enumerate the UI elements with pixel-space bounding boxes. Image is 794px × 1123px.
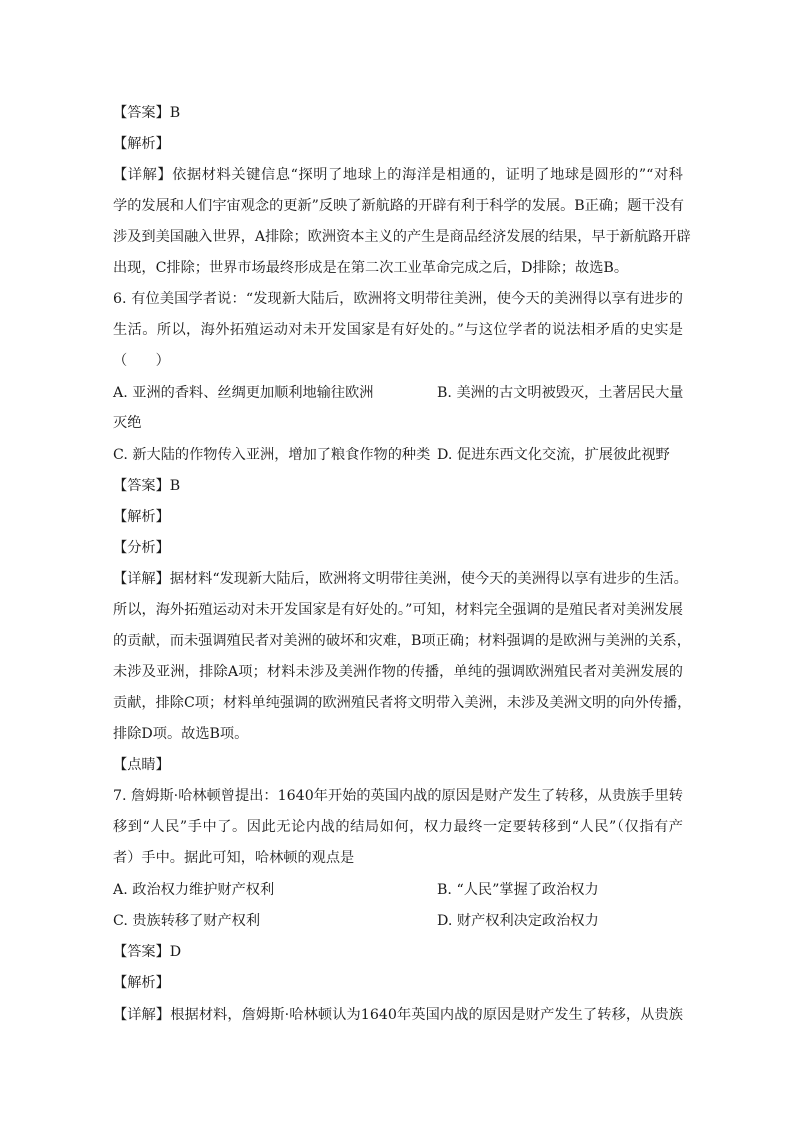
comment-label: 【点睛】 bbox=[113, 757, 170, 773]
explanation-line: 出现，C排除；世界市场最终形成是在第二次工业革命完成之后，D排除；故选B。 bbox=[113, 260, 629, 276]
explanation-line: 贡献，排除C项；材料单纯强调的欧洲殖民者将文明带入美洲，未涉及美洲文明的向外传播， bbox=[113, 695, 692, 711]
explanation-line: 【详解】据材料“发现新大陆后，欧洲将文明带往美洲，使今天的美洲得以享有进步的生活。 bbox=[113, 571, 688, 587]
explanation-line: 涉及到美国融入世界，A排除；欧洲资本主义的产生是商品经济发展的结果，早于新航路开辟 bbox=[113, 229, 691, 245]
analysis-label: 【解析】 bbox=[113, 509, 170, 525]
question-7-stem: 移到“人民”手中了。因此无论内战的结局如何，权力最终一定要转移到“人民”（仅指有产 bbox=[113, 819, 683, 835]
question-7-stem: 者）手中。据此可知，哈林顿的观点是 bbox=[113, 850, 355, 866]
explanation-line: 所以，海外拓殖运动对未开发国家是有好处的。”可知，材料完全强调的是殖民者对美洲发展 bbox=[113, 602, 683, 618]
option-a: A. 政治权力维护财产权利 bbox=[113, 882, 275, 898]
option-b: B. 美洲的古文明被毁灭，土著居民大量 bbox=[437, 385, 684, 401]
option-d: D. 促进东西文化交流，扩展彼此视野 bbox=[437, 447, 670, 463]
question-6-blank: （ ） bbox=[113, 353, 170, 369]
analysis-sub-label: 【分析】 bbox=[113, 540, 170, 556]
analysis-label: 【解析】 bbox=[113, 136, 170, 152]
explanation-line: 排除D项。故选B项。 bbox=[113, 726, 249, 742]
option-b-continuation: 灭绝 bbox=[113, 415, 142, 431]
answer-label: 【答案】B bbox=[113, 105, 181, 121]
option-c: C. 新大陆的作物传入亚洲，增加了粮食作物的种类 bbox=[113, 447, 431, 463]
explanation-line: 的贡献，而未强调殖民者对美洲的破坏和灾难，B项正确；材料强调的是欧洲与美洲的关系， bbox=[113, 633, 691, 649]
explanation-line: 未涉及亚洲，排除A项；材料未涉及美洲作物的传播，单纯的强调欧洲殖民者对美洲发展的 bbox=[113, 664, 683, 680]
answer-label: 【答案】B bbox=[113, 478, 181, 494]
option-b: B. “人民”掌握了政治权力 bbox=[437, 882, 599, 898]
option-c: C. 贵族转移了财产权利 bbox=[113, 913, 261, 929]
question-6-stem: 生活。所以，海外拓殖运动对未开发国家是有好处的。”与这位学者的说法相矛盾的史实是 bbox=[113, 322, 683, 338]
question-7-stem: 7. 詹姆斯·哈林顿曾提出：1640年开始的英国内战的原因是财产发生了转移，从贵族手里转 bbox=[113, 788, 683, 804]
explanation-line: 学的发展和人们宇宙观念的更新”反映了新航路的开辟有利于科学的发展。B正确；题干没有 bbox=[113, 198, 684, 214]
explanation-line: 【详解】根据材料，詹姆斯·哈林顿认为1640年英国内战的原因是财产发生了转移，从贵族 bbox=[113, 1007, 683, 1023]
option-d: D. 财产权利决定政治权力 bbox=[437, 913, 599, 929]
question-6-stem: 6. 有位美国学者说：“发现新大陆后，欧洲将文明带往美洲，使今天的美洲得以享有进步的 bbox=[113, 291, 683, 307]
answer-label: 【答案】D bbox=[113, 944, 182, 960]
explanation-line: 【详解】依据材料关键信息“探明了地球上的海洋是相通的，证明了地球是圆形的”“对科 bbox=[113, 167, 683, 183]
analysis-label: 【解析】 bbox=[113, 975, 170, 991]
option-a: A. 亚洲的香料、丝绸更加顺利地输往欧洲 bbox=[113, 385, 374, 401]
